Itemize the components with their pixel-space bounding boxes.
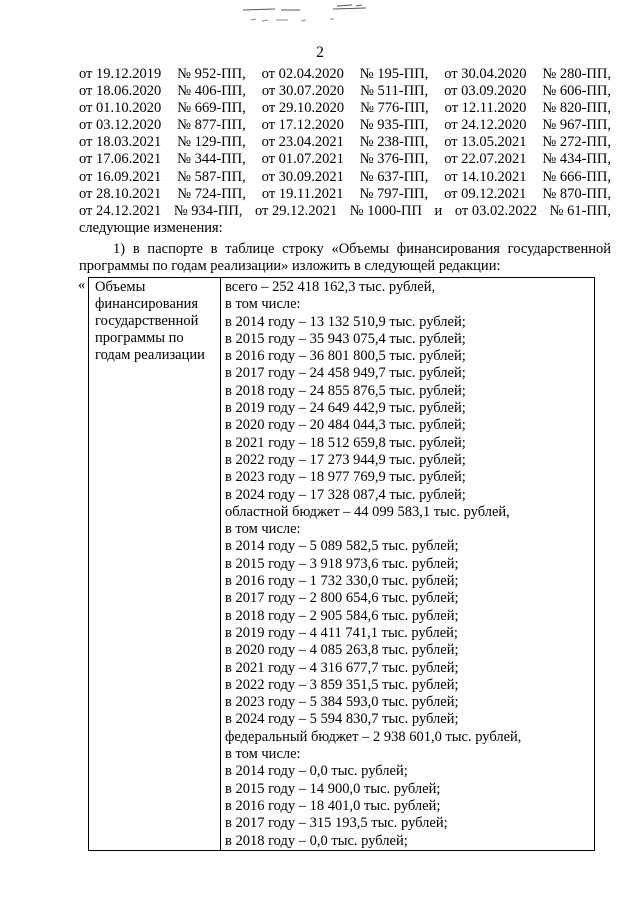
- reference-cell: № 637-ПП,: [359, 168, 429, 185]
- value-line: в 2017 году – 315 193,5 тыс. рублей;: [225, 815, 448, 832]
- label-cell: [89, 278, 221, 851]
- reference-row: [79, 83, 611, 100]
- decree-references: [79, 66, 611, 237]
- funding-table: [88, 277, 595, 851]
- reference-cell: № 434-ПП,: [542, 151, 611, 168]
- reference-row: [79, 186, 611, 203]
- reference-cell: от 19.11.2021: [261, 185, 344, 202]
- page-number: 2: [316, 44, 324, 61]
- reference-cell: № 606-ПП,: [542, 83, 611, 100]
- reference-cell: от 30.07.2020: [261, 83, 345, 100]
- value-line: в 2020 году – 20 484 044,3 тыс. рублей;: [225, 417, 466, 434]
- value-line: федеральный бюджет – 2 938 601,0 тыс. рублей,: [225, 728, 522, 745]
- value-line: в 2021 году – 4 316 677,7 тыс. рублей;: [225, 659, 459, 676]
- reference-cell: от 13.05.2021: [444, 134, 527, 151]
- reference-cell: от 03.02.2022: [454, 202, 538, 219]
- reference-cell: № 776-ПП,: [360, 100, 429, 117]
- reference-cell: № 820-ПП,: [542, 100, 611, 117]
- reference-cell: от 02.04.2020: [261, 66, 344, 82]
- reference-cell: от 17.12.2020: [261, 117, 344, 134]
- reference-row: [79, 66, 611, 83]
- value-line: в 2014 году – 13 132 510,9 тыс. рублей;: [225, 313, 466, 330]
- value-line: в 2021 году – 18 512 659,8 тыс. рублей;: [225, 434, 466, 451]
- value-line: в 2014 году – 0,0 тыс. рублей;: [225, 763, 408, 780]
- scan-stamp-marks: [0, 2, 640, 24]
- value-line: в 2022 году – 3 859 351,5 тыс. рублей;: [225, 676, 459, 693]
- table-row: [89, 278, 595, 851]
- reference-row: [79, 117, 611, 134]
- reference-cell: № 952-ПП,: [177, 66, 246, 82]
- reference-cell: № 669-ПП,: [177, 100, 246, 117]
- reference-cell: от 28.10.2021: [79, 185, 162, 202]
- value-line: в 2017 году – 24 458 949,7 тыс. рублей;: [225, 365, 466, 382]
- reference-cell: от 24.12.2021: [79, 202, 162, 219]
- value-line: в 2016 году – 36 801 800,5 тыс. рублей;: [225, 348, 466, 365]
- reference-cell: № 195-ПП,: [359, 66, 429, 82]
- value-line: в 2020 году – 4 085 263,8 тыс. рублей;: [225, 642, 459, 659]
- reference-cell: № 238-ПП,: [359, 134, 429, 151]
- label-line: годам реализации: [95, 347, 205, 364]
- value-line: в 2016 году – 18 401,0 тыс. рублей;: [225, 797, 441, 814]
- reference-row: [79, 169, 611, 186]
- label-text: [89, 278, 220, 364]
- reference-cell: от 30.04.2020: [444, 66, 527, 82]
- reference-cell: № 724-ПП,: [177, 185, 246, 202]
- reference-cell: от 23.04.2021: [261, 134, 344, 151]
- reference-cell: от 12.11.2020: [444, 100, 527, 117]
- value-line: в 2018 году – 2 905 584,6 тыс. рублей;: [225, 607, 459, 624]
- reference-cell: от 01.10.2020: [79, 100, 162, 117]
- reference-cell: № 406-ПП,: [177, 83, 246, 100]
- value-line: областной бюджет – 44 099 583,1 тыс. рублей,: [225, 503, 510, 520]
- reference-cell: от 24.12.2020: [444, 117, 527, 134]
- value-cell: [221, 278, 595, 851]
- value-line: в 2015 году – 14 900,0 тыс. рублей;: [225, 780, 441, 797]
- value-line: в 2018 году – 0,0 тыс. рублей;: [225, 832, 408, 849]
- value-line: в 2015 году – 3 918 973,6 тыс. рублей;: [225, 555, 459, 572]
- reference-cell: от 22.07.2021: [444, 151, 527, 168]
- reference-row: [79, 203, 611, 220]
- following-changes-text: следующие изменения:: [79, 219, 223, 236]
- reference-cell: от 09.12.2021: [444, 185, 527, 202]
- reference-cell: № 870-ПП,: [542, 185, 611, 202]
- reference-row: [79, 100, 611, 117]
- label-line: программы по: [95, 330, 184, 347]
- reference-cell: № 967-ПП,: [542, 117, 611, 134]
- value-line: в 2024 году – 5 594 830,7 тыс. рублей;: [225, 711, 459, 728]
- reference-cell: от 29.12.2021: [254, 202, 338, 219]
- value-line: в 2024 году – 17 328 087,4 тыс. рублей;: [225, 486, 466, 503]
- reference-row: [79, 134, 611, 151]
- reference-cell: от 14.10.2021: [444, 168, 527, 185]
- reference-cell: № 587-ПП,: [177, 168, 246, 185]
- opening-quote: «: [78, 277, 86, 293]
- value-line: в том числе:: [225, 296, 301, 313]
- label-line: государственной: [95, 313, 199, 330]
- value-line: в 2018 году – 24 855 876,5 тыс. рублей;: [225, 382, 466, 399]
- value-line: в том числе:: [225, 521, 301, 538]
- reference-cell: от 19.12.2019: [79, 66, 162, 82]
- paragraph-line-2: программы по годам реализации» изложить в следующей редакции:: [79, 258, 501, 275]
- reference-cell: от 01.07.2021: [261, 151, 344, 168]
- value-list: [221, 278, 594, 850]
- reference-cell: № 511-ПП,: [360, 83, 429, 100]
- reference-cell: № 877-ПП,: [177, 117, 246, 134]
- value-line: в 2022 году – 17 273 944,9 тыс. рублей;: [225, 451, 466, 468]
- value-line: в 2014 году – 5 089 582,5 тыс. рублей;: [225, 538, 459, 555]
- reference-cell: № 272-ПП,: [542, 134, 611, 151]
- reference-cell: № 61-ПП,: [549, 202, 611, 219]
- reference-cell: № 797-ПП,: [359, 185, 429, 202]
- value-line: в том числе:: [225, 746, 301, 763]
- value-line: в 2023 году – 5 384 593,0 тыс. рублей;: [225, 694, 459, 711]
- value-line: в 2016 году – 1 732 330,0 тыс. рублей;: [225, 573, 459, 590]
- value-line: в 2017 году – 2 800 654,6 тыс. рублей;: [225, 590, 459, 607]
- amendment-paragraph: [79, 241, 611, 275]
- value-line: в 2019 году – 4 411 741,1 тыс. рублей;: [225, 624, 458, 641]
- reference-cell: от 29.10.2020: [261, 100, 345, 117]
- reference-cell: от 03.09.2020: [444, 83, 527, 100]
- value-line: в 2019 году – 24 649 442,9 тыс. рублей;: [225, 400, 466, 417]
- reference-cell: от 18.03.2021: [79, 134, 162, 151]
- reference-cell: от 16.09.2021: [79, 168, 162, 185]
- reference-cell: от 03.12.2020: [79, 117, 162, 134]
- reference-cell: № 344-ПП,: [177, 151, 246, 168]
- reference-row: [79, 151, 611, 168]
- reference-cell: № 1000-ПП: [349, 202, 422, 219]
- reference-cell: от 17.06.2021: [79, 151, 162, 168]
- value-line: в 2023 году – 18 977 769,9 тыс. рублей;: [225, 469, 466, 486]
- reference-cell: № 129-ПП,: [177, 134, 246, 151]
- label-line: финансирования: [95, 296, 199, 313]
- reference-cell: и: [434, 202, 443, 219]
- value-line: в 2015 году – 35 943 075,4 тыс. рублей;: [225, 330, 466, 347]
- reference-cell: № 934-ПП,: [173, 202, 243, 219]
- reference-cell: № 280-ПП,: [542, 66, 611, 82]
- reference-cell: № 376-ПП,: [359, 151, 429, 168]
- value-line: всего – 252 418 162,3 тыс. рублей,: [225, 279, 436, 295]
- reference-cell: от 30.09.2021: [261, 168, 344, 185]
- paragraph-line-1: 1) в паспорте в таблице строку «Объемы финансирования государственной: [113, 241, 611, 257]
- reference-cell: № 935-ПП,: [359, 117, 429, 134]
- label-line: Объемы: [95, 279, 146, 295]
- reference-cell: от 18.06.2020: [79, 83, 162, 100]
- reference-cell: № 666-ПП,: [542, 168, 611, 185]
